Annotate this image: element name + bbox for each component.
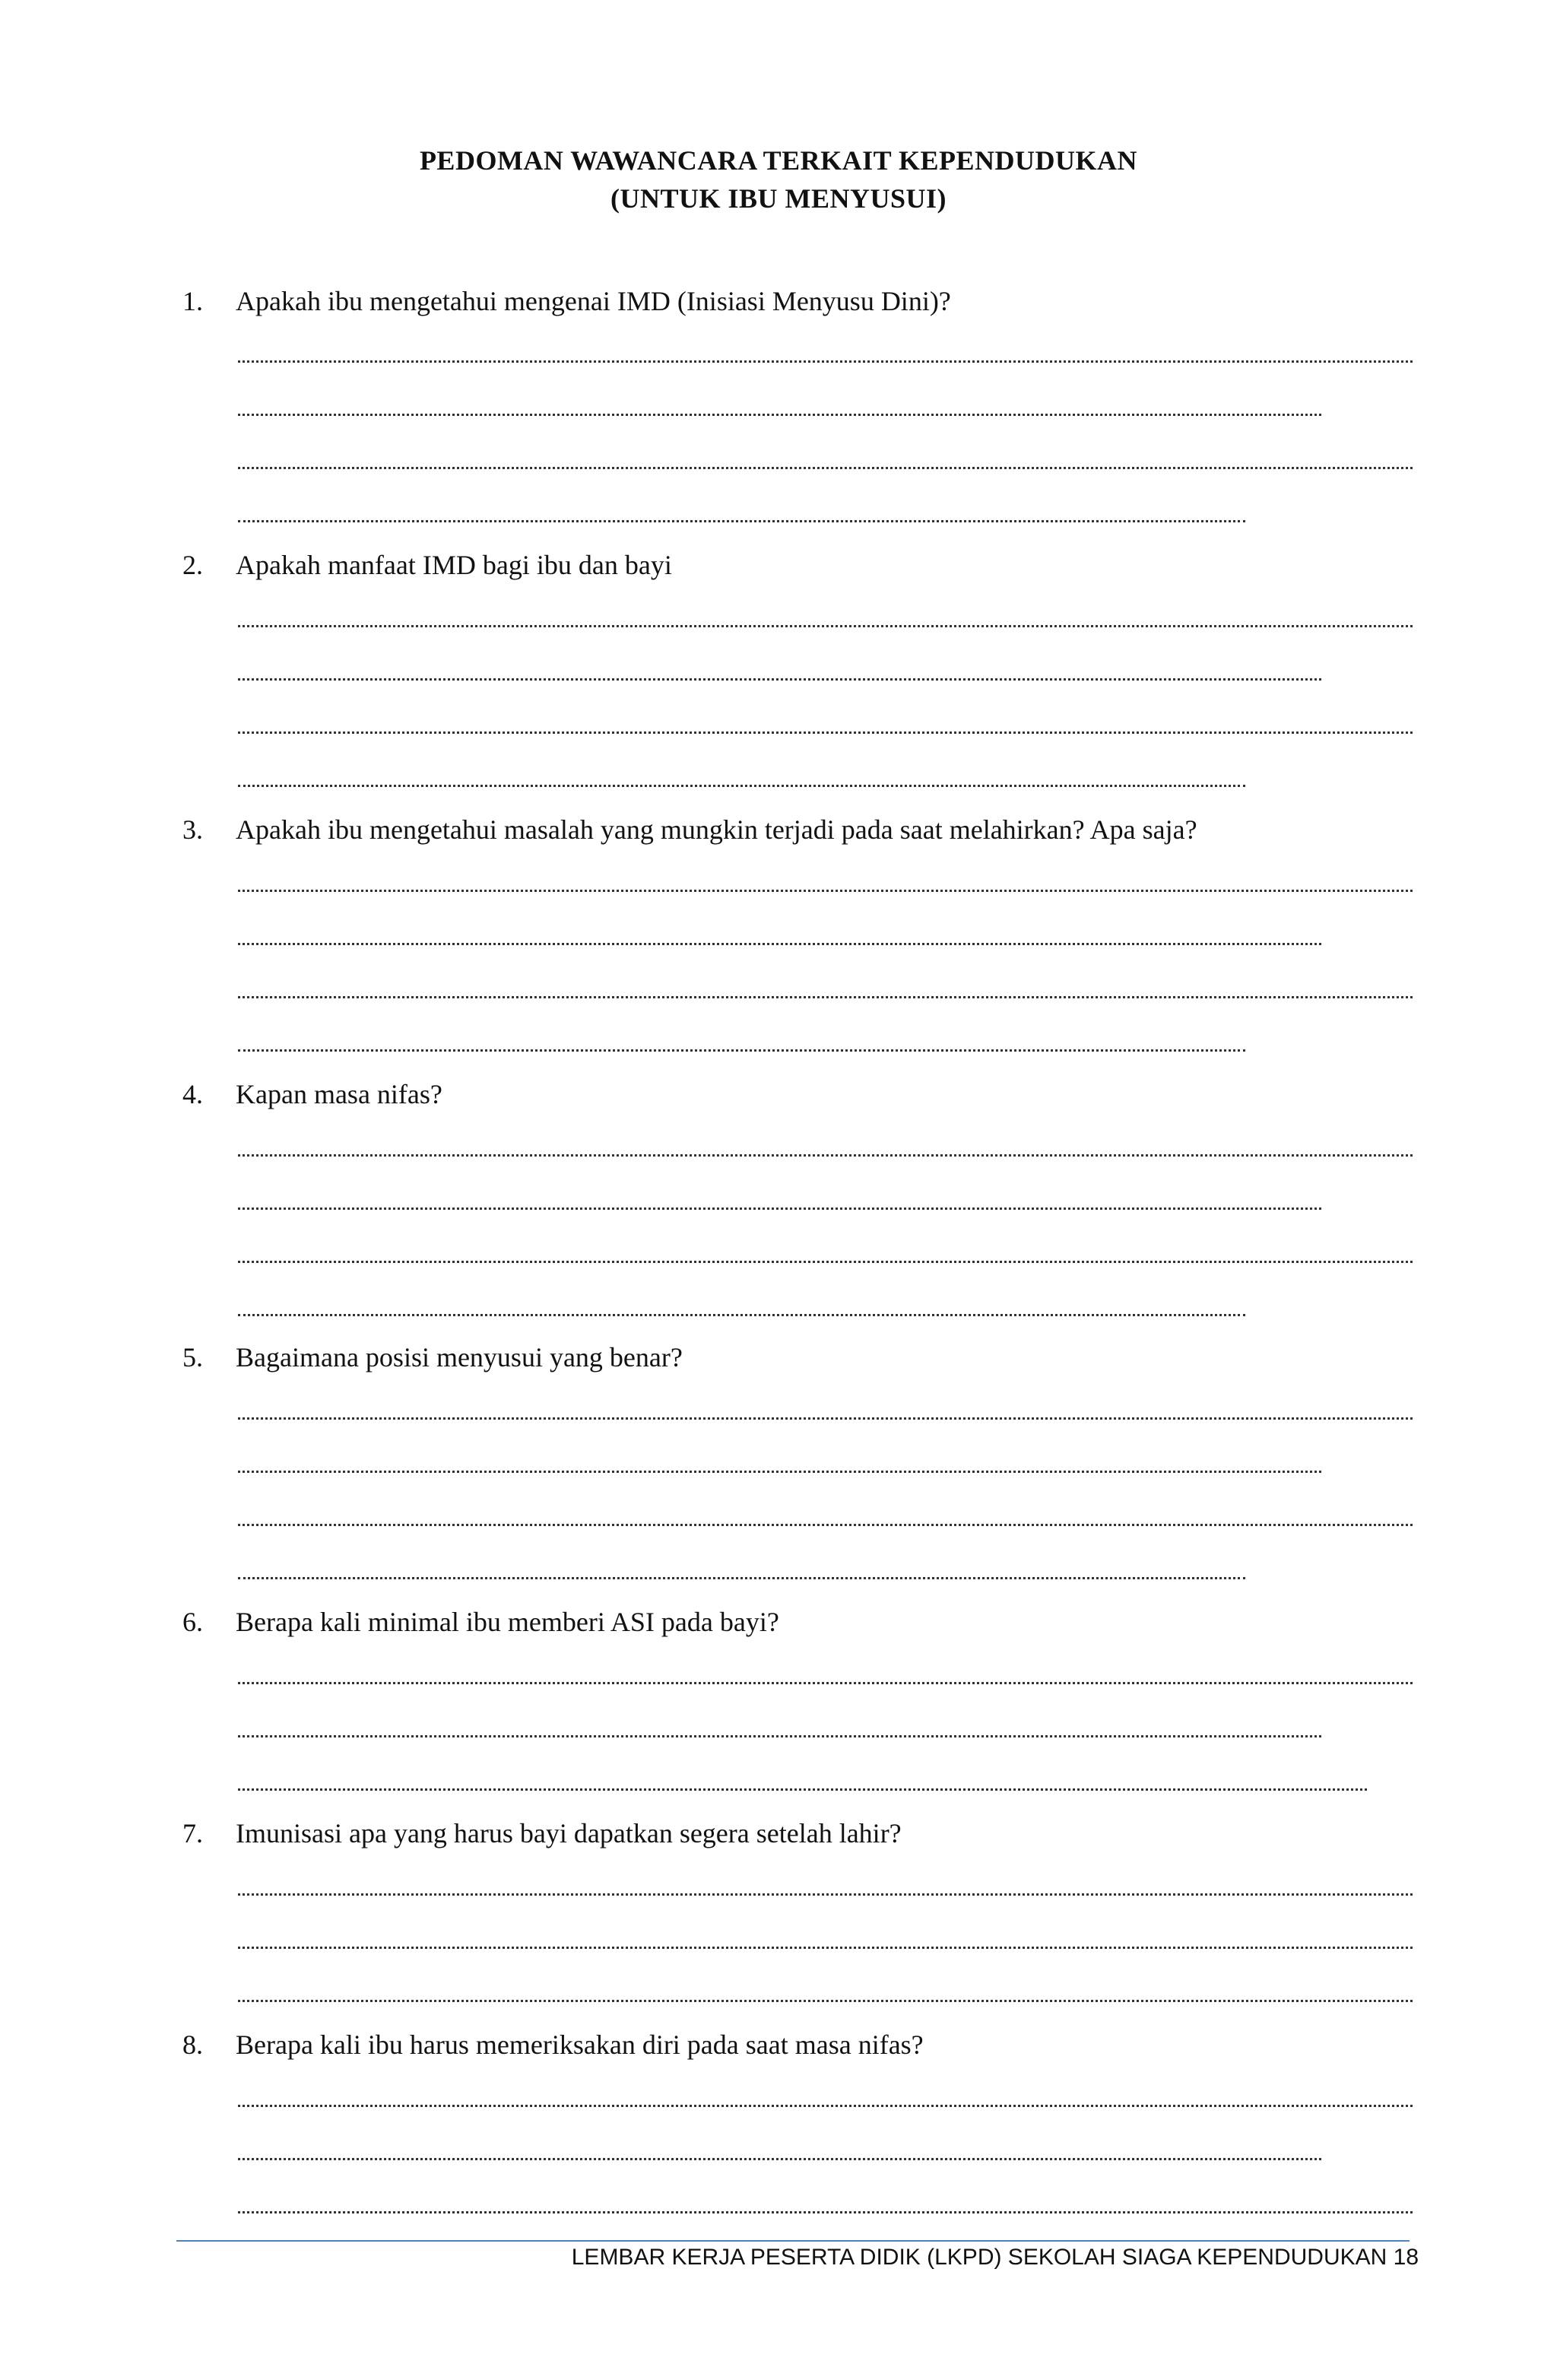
answer-line[interactable] (238, 1577, 1245, 1579)
answer-line[interactable] (238, 785, 1245, 787)
answer-line[interactable] (238, 1682, 1413, 1684)
question-number: 7. (182, 1818, 203, 1848)
answer-line[interactable] (238, 1735, 1321, 1737)
answer-line[interactable] (238, 1788, 1367, 1791)
answer-line[interactable] (238, 1314, 1245, 1316)
answer-line[interactable] (238, 678, 1321, 681)
question-number: 3. (182, 814, 203, 845)
answer-line[interactable] (238, 1207, 1321, 1210)
answer-line[interactable] (238, 890, 1413, 892)
question-number: 1. (182, 286, 203, 316)
question-number: 5. (182, 1342, 203, 1372)
page-title: PEDOMAN WAWANCARA TERKAIT KEPENDUDUKAN (419, 145, 1138, 176)
question-number: 8. (182, 2029, 203, 2060)
question-text: Apakah manfaat IMD bagi ibu dan bayi (236, 550, 672, 580)
question-text: Berapa kali minimal ibu memberi ASI pada bayi? (236, 1607, 779, 1637)
answer-line[interactable] (238, 943, 1321, 945)
answer-line[interactable] (238, 2000, 1413, 2002)
footer-divider (176, 2240, 1410, 2242)
answer-line[interactable] (238, 996, 1413, 998)
answer-line[interactable] (238, 360, 1413, 363)
answer-line[interactable] (238, 1261, 1413, 1263)
question-number: 4. (182, 1079, 203, 1109)
question-text: Apakah ibu mengetahui mengenai IMD (Inisiasi Menyusu Dini)? (236, 286, 951, 316)
question-text: Apakah ibu mengetahui masalah yang mungkin terjadi pada saat melahirkan? Apa saja? (236, 814, 1197, 845)
question-number: 2. (182, 550, 203, 580)
page-subtitle: (UNTUK IBU MENYUSUI) (610, 183, 947, 214)
answer-line[interactable] (238, 467, 1413, 469)
answer-line[interactable] (238, 1417, 1413, 1420)
answer-line[interactable] (238, 414, 1321, 416)
answer-line[interactable] (238, 1524, 1413, 1526)
answer-line[interactable] (238, 2158, 1321, 2160)
answer-line[interactable] (238, 2211, 1413, 2213)
answer-line[interactable] (238, 2105, 1413, 2107)
answer-line[interactable] (238, 625, 1413, 627)
answer-line[interactable] (238, 1154, 1413, 1157)
question-text: Bagaimana posisi menyusui yang benar? (236, 1342, 683, 1372)
question-text: Berapa kali ibu harus memeriksakan diri pada saat masa nifas? (236, 2029, 924, 2060)
question-text: Imunisasi apa yang harus bayi dapatkan segera setelah lahir? (236, 1818, 902, 1848)
answer-line[interactable] (238, 1471, 1321, 1473)
answer-line[interactable] (238, 520, 1245, 522)
question-text: Kapan masa nifas? (236, 1079, 442, 1109)
answer-line[interactable] (238, 731, 1413, 734)
question-number: 6. (182, 1607, 203, 1637)
answer-line[interactable] (238, 1049, 1245, 1052)
answer-line[interactable] (238, 1947, 1413, 1949)
answer-line[interactable] (238, 1893, 1413, 1896)
page-footer: LEMBAR KERJA PESERTA DIDIK (LKPD) SEKOLAH SIAGA KEPENDUDUKAN 18 (571, 2245, 1419, 2270)
